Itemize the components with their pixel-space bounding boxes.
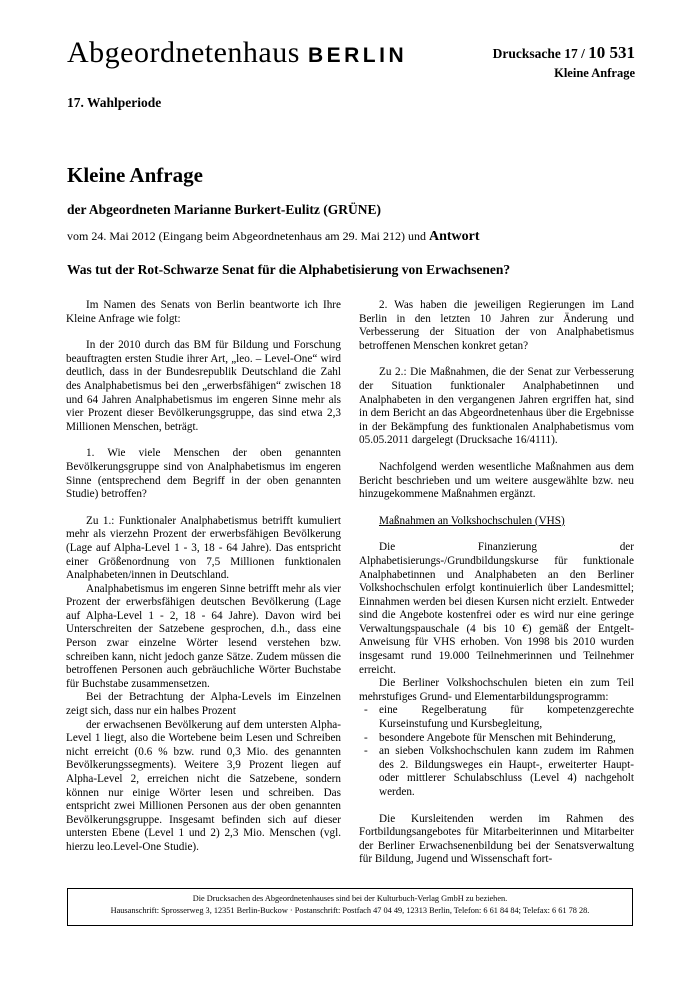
- question-2: 2. Was haben die jeweiligen Regierungen im Land Berlin in den letzten 10 Jahren zur Änderung und Verbesserung der Situation der von Analphabetismus betroffenen Menschen konkret getan?: [359, 299, 634, 352]
- vhs-list: [359, 704, 634, 799]
- antwort-label: Antwort: [428, 229, 480, 244]
- study-paragraph: In der 2010 durch das BM für Bildung und Forschung beauftragten ersten Studie ihrer Art, „leo. – Level-One“ wird deutlich, dass in der Bundesrepublik Deutschland die Zahl des Analphabetismus bei den „erwerbsfähigen“ zwischen 18 und 64 Jahren Analphabetismus im engeren Sinne mehr als vier Prozent dieser Bevölkerungsgruppe, das sind etwa 2,3 Millionen Menschen, beträgt.: [66, 339, 341, 433]
- left-column: [66, 299, 341, 855]
- list-item: - an sieben Volkshochschulen kann zudem im Rahmen des 2. Bildungsweges ein Haupt-, erweiterter Haupt- oder mittlerer Schulabschluss (Level 4) nachgeholt werden.: [359, 745, 634, 799]
- answer-1-paragraph-4: der erwachsenen Bevölkerung auf dem untersten Alpha-Level 1 liegt, also die Wortebene beim Lesen und Schreiben nicht erreicht (0.6 % bzw. rund 0,3 Mio. des genannten Bevölkerungssegments). Weitere 3,9 Prozent liegen auf Alpha-Level 2, erreichen nicht die Satzebene, sondern können nur einige Wörter lesen und schreiben. Das entspricht zwei Millionen Personen aus der oben genannten Bevölkerungsgruppe. Insgesamt befinden sich auf dieser untersten Ebene (Level 1 und 2) 2,3 Mio. Menschen (vgl. hierzu leo.Level-One Studie).: [66, 718, 341, 853]
- answer-1-paragraph-2: Analphabetismus im engeren Sinne betrifft mehr als vier Prozent der erwerbsfähigen deutschen Bevölkerung (Lage auf Alpha-Level 1 - 2, 18 - 64 Jahre). Davon wird bei Unterschreiten der Satzebene gesprochen, d.h., dass eine Person zwar einzelne Wörter lesend verstehen bzw. schreiben kann, nicht jedoch ganze Sätze. Zudem müssen die betroffenen Personen auch gebräuchliche Wörter Buchstabe für Buchstabe zusammensetzen.: [66, 582, 341, 690]
- page-title: Kleine Anfrage: [67, 163, 203, 187]
- drucksache-number: [493, 43, 635, 63]
- question-1: 1. Wie viele Menschen der oben genannten Bevölkerungsgruppe sind von Analphabetismus im engeren Sinne (entsprechend dem Begriff in der oben genannten Studie) betroffen?: [66, 447, 341, 501]
- answer-1-paragraph-3: Bei der Betrachtung der Alpha-Levels im Einzelnen zeigt sich, dass nur ein halbes Prozent: [66, 691, 341, 718]
- logo-city: BERLIN: [307, 44, 408, 67]
- kurs-paragraph: Die Kursleitenden werden im Rahmen des Fortbildungsangebotes für Mitarbeiterinnen und Mitarbeiter der Berliner Erwachsenenbildung bei der Senatsverwaltung für Bildung, Jugend und Wissenschaft fort-: [359, 812, 634, 866]
- dateline-text: vom 24. Mai 2012 (Eingang beim Abgeordnetenhaus am 29. Mai 212) und: [67, 229, 426, 243]
- drucksache-prefix: Drucksache 17 /: [492, 46, 585, 61]
- parliament-logo: [67, 34, 407, 75]
- logo-word: Abgeordnetenhaus: [67, 36, 300, 69]
- intro-paragraph: Im Namen des Senats von Berlin beantworte ich Ihre Kleine Anfrage wie folgt:: [66, 299, 341, 325]
- vhs-paragraph-1: Die Finanzierung der Alphabetisierungs-/Grundbildungskurse für funktionale Analphabetinnen und Analphabeten an den Berliner Volkshochschulen erfolgt kontinuierlich über Landesmittel; Einnahmen werden bei diesen Kursen nicht erzielt. Entweder sind die Angebote kostenfrei oder es wird nur eine geringe Verwaltungspauschale (4 bis 10 €) gemäß der Entgelt-Anweisung für VHS erhoben. Von 1998 bis 2010 wurden insgesamt rund 19.000 Teilnehmerinnen und Teilnehmer erreicht.: [359, 541, 634, 676]
- footer-line-1: Die Drucksachen des Abgeordnetenhauses sind bei der Kulturbuch-Verlag GmbH zu beziehen.: [192, 894, 508, 903]
- vhs-heading: Maßnahmen an Volkshochschulen (VHS): [379, 514, 565, 527]
- question-title: Was tut der Rot-Schwarze Senat für die Alphabetisierung von Erwachsenen?: [67, 262, 511, 277]
- dateline: [67, 229, 480, 245]
- followup-paragraph: Nachfolgend werden wesentliche Maßnahmen aus dem Bericht beschrieben und um weitere ausgewählte bzw. neu hinzugekommene Maßnahmen ergänzt.: [359, 460, 634, 501]
- list-item: - eine Regelberatung für kompetenzgerechte Kurseinstufung und Kursbegleitung,: [359, 704, 634, 731]
- footer-box: [67, 888, 633, 926]
- drucksache-num: 10 531: [588, 43, 635, 62]
- doc-type-label: Kleine Anfrage: [554, 66, 635, 80]
- answer-1: Zu 1.: Funktionaler Analphabetismus betrifft kumuliert mehr als vierzehn Prozent der erwerbsfähigen Bevölkerung (Lage auf Alpha-Level 1 - 3, 18 - 64 Jahre). Das entspricht einer Größenordnung von 7,5 Millionen funktionalen Analphabeten/innen in Deutschland.: [66, 514, 341, 582]
- footer-line-2: Hausanschrift: Sprosserweg 3, 12351 Berlin-Buckow · Postanschrift: Postfach 47 04 49, 12313 Berlin, Telefon: 6 61 84 84; Telefax: 6 61 78 28.: [110, 906, 590, 915]
- right-column: [359, 299, 634, 867]
- list-item: - besondere Angebote für Menschen mit Behinderung,: [359, 732, 634, 746]
- answer-2: Zu 2.: Die Maßnahmen, die der Senat zur Verbesserung der Situation funktionaler Analphabetinnen und Analphabeten in den vergangenen Jahren ergriffen hat, sind in dem Bericht an das Abgeordnetenhaus über die Ergebnisse in der Bekämpfung des funktionalen Analphabetismus vom 05.05.2011 dargelegt (Drucksache 16/4111).: [359, 366, 634, 447]
- wahlperiode: 17. Wahlperiode: [67, 95, 162, 110]
- vhs-paragraph-2: Die Berliner Volkshochschulen bieten ein zum Teil mehrstufiges Grund- und Elementarbildungsprogramm:: [359, 677, 634, 703]
- author-line: der Abgeordneten Marianne Burkert-Eulitz (GRÜNE): [67, 202, 381, 217]
